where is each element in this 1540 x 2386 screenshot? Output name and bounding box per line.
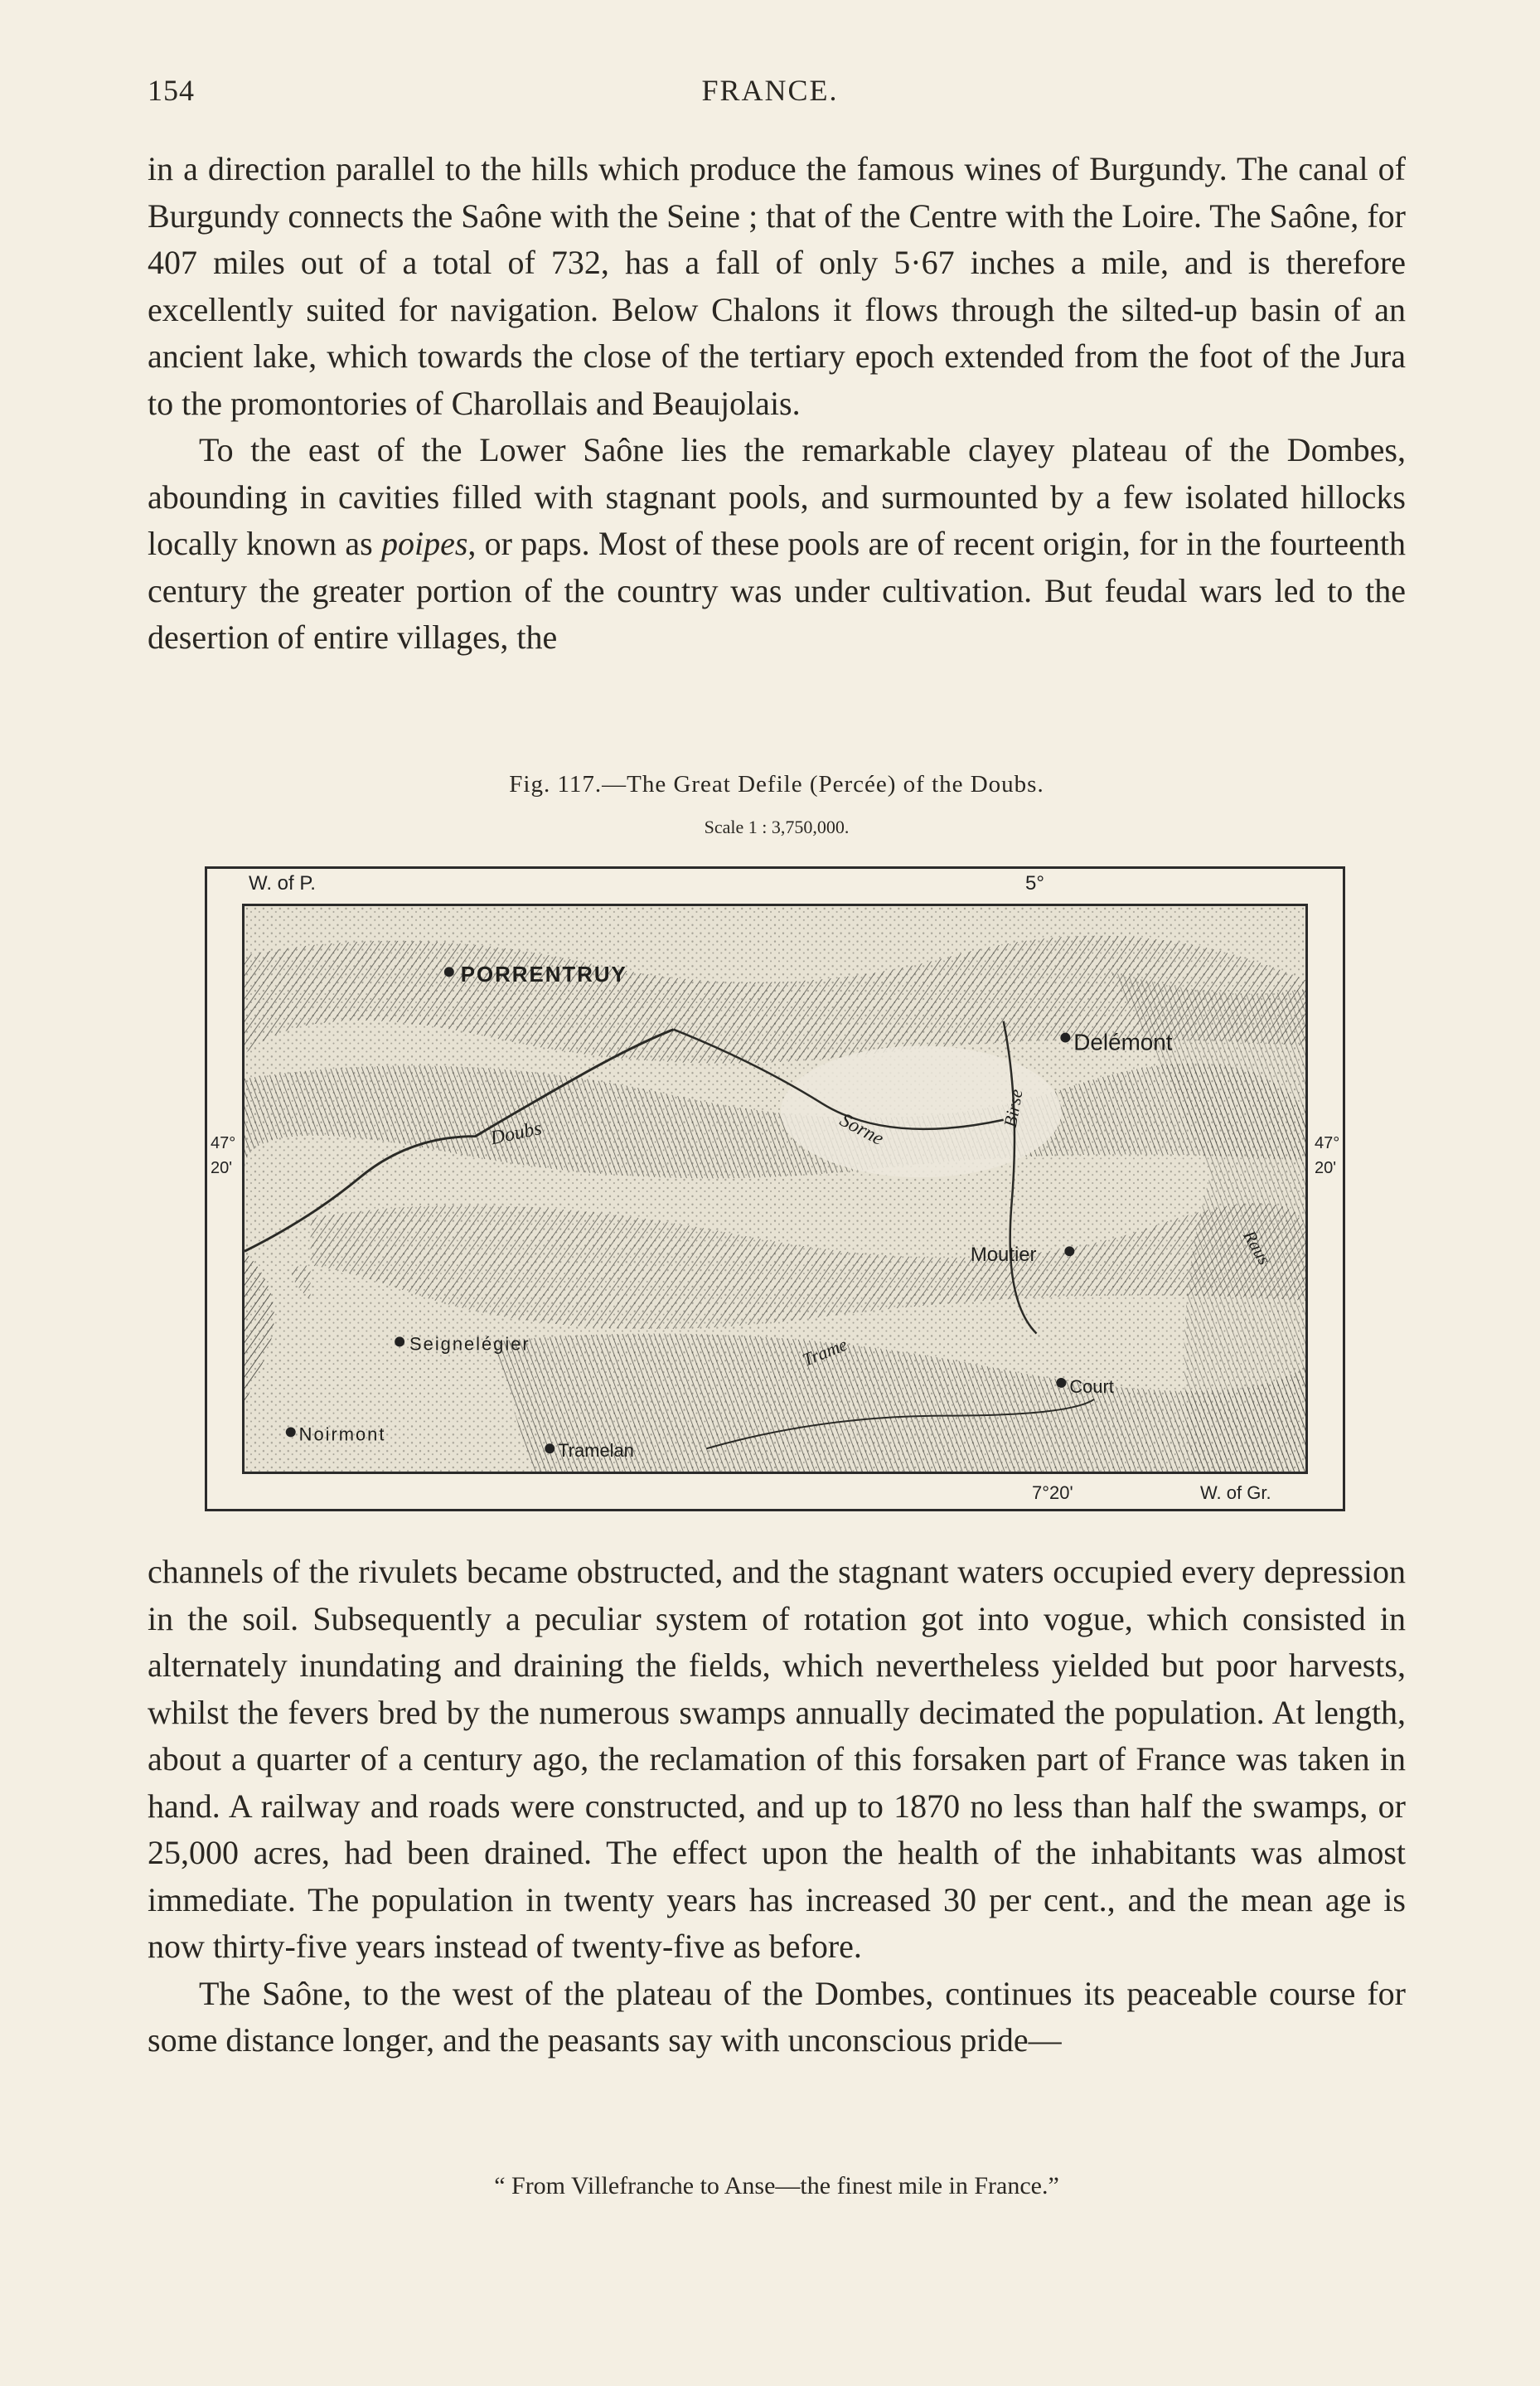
paragraph-3: channels of the rivulets became obstructed, and the stagnant waters occupied every depression in the soil. Subsequently a peculiar system of rotation got into vogue, which consisted in alternately inundating and draining the fields, which nevertheless yielded but poor harvests, whilst the fevers bred by the numerous swamps annually decimated the population. At length, about a quarter of a century ago, the reclamation of this forsaken part of France was taken in hand. A railway and roads were constructed, and up to 1870 no less than half the swamps, or 25,000 acres, had been drained. The effect upon the health of the inhabitants was almost immediate. The population in twenty years has increased 30 per cent., and the mean age is now thirty-five years instead of twenty-five as before. (148, 1553, 1406, 1965)
map-label-west-of-paris: W. of P. (249, 872, 316, 895)
map-figure (205, 866, 1345, 1511)
poipes-term: poipes (380, 525, 468, 562)
paragraph-1: in a direction parallel to the hills which produce the famous wines of Burgundy. The canal of Burgundy connects the Saône with the Seine ; that of the Centre with the Loire. The Saône, for 407 miles out of a total of 732, has a fall of only 5·67 inches a mile, and is therefore excellently suited for navigation. Below Chalons it flows through the silted-up basin of an ancient lake, which towards the close of the tertiary epoch extended from the foot of the Jura to the promontories of Charollais and Beaujolais. (148, 150, 1406, 422)
paragraph-2 (148, 427, 1406, 662)
paragraph-2-part-2: , or paps. Most of these pools are of recent origin, for in the fourteenth century the greater portion of the country was under cultivation. But feudal wars led to the desertion of entire villages, the (148, 525, 1406, 656)
page-number: 154 (148, 74, 195, 107)
text-block-top (148, 146, 1406, 662)
place-noirmont: Noirmont (298, 1423, 386, 1445)
map-label-right-lat-min: 20' (1315, 1159, 1337, 1177)
place-seignelegier: Seignelégier (409, 1333, 530, 1355)
place-raus: Raus (1239, 1227, 1275, 1268)
figure-caption: Fig. 117.—The Great Defile (Percée) of the Doubs. (509, 771, 1044, 798)
paragraph-2-part-1: To the east of the Lower Saône lies the remarkable clayey plateau of the Dombes, abounding in cavities filled with stagnant pools, and surmounted by a few isolated hillocks locally known as (148, 431, 1406, 562)
town-marker-noirmont (286, 1427, 296, 1437)
town-marker-seignelegier (395, 1336, 404, 1346)
town-marker-delemont (1060, 1033, 1070, 1043)
place-moutier: Moutier (970, 1244, 1037, 1267)
place-delemont: Delémont (1073, 1029, 1173, 1055)
map-label-left-lat-min: 20' (211, 1159, 233, 1177)
place-tramelan: Tramelan (558, 1440, 634, 1462)
place-porrentruy: PORRENTRUY (460, 963, 627, 987)
paragraph-4: The Saône, to the west of the plateau of the Dombes, continues its peaceable course for some distance longer, and the peasants say with unconscious pride— (148, 1974, 1406, 2059)
map-label-top-longitude: 5° (1025, 872, 1044, 895)
place-doubs: Doubs (488, 1118, 544, 1150)
map-label-right-lat-deg: 47° (1315, 1134, 1340, 1152)
text-block-bottom (148, 1549, 1406, 2064)
running-title: FRANCE. (701, 74, 839, 107)
place-birse: Birse (1000, 1088, 1027, 1129)
running-head (148, 73, 1392, 114)
figure-scale: Scale 1 : 3,750,000. (704, 817, 850, 837)
map-label-left-lat-deg: 47° (211, 1134, 236, 1152)
place-court: Court (1069, 1375, 1114, 1397)
place-trame: Trame (799, 1334, 850, 1370)
town-marker-porrentruy (444, 967, 454, 977)
relief-map (245, 906, 1305, 1472)
map-label-bottom-longitude: 7°20' (1032, 1482, 1073, 1503)
verse-quote: “ From Villefranche to Anse—the finest mile in France.” (494, 2172, 1059, 2199)
town-marker-tramelan (545, 1443, 554, 1453)
place-sorne: Sorne (835, 1109, 888, 1151)
town-marker-court (1056, 1378, 1066, 1388)
town-marker-moutier (1064, 1246, 1074, 1256)
map-frame (242, 904, 1308, 1474)
map-label-west-of-greenwich: W. of Gr. (1200, 1482, 1271, 1503)
